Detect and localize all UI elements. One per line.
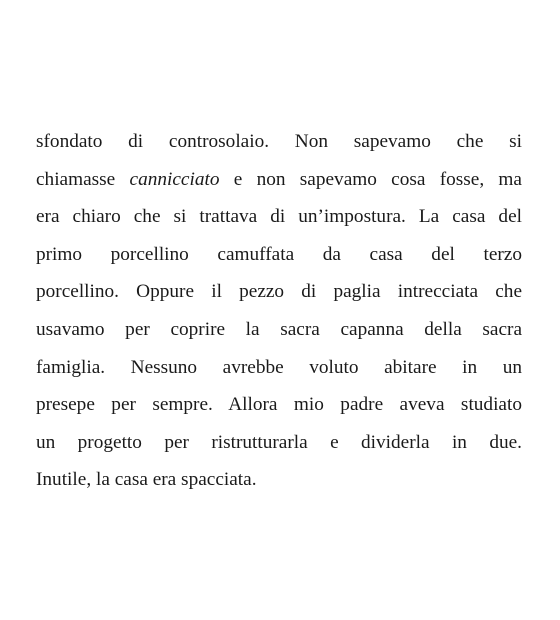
text-line: porcellino. Oppure il pezzo di paglia intrecciata che [36,281,522,303]
text-line: un progetto per ristrutturarla e dividerla in due. [36,431,522,453]
text-run: chiamasse [36,168,130,190]
text-line: presepe per sempre. Allora mio padre aveva studiato [36,394,522,416]
italic-term: cannicciato [129,168,220,190]
text-line [36,161,522,199]
text-line: era chiaro che si trattava di un’impostura. La casa del [36,206,522,228]
text-run: e non sapevamo cosa fosse, ma [219,168,522,190]
text-line: sfondato di controsolaio. Non sapevamo che si [36,131,522,152]
text-line: primo porcellino camuffata da casa del terzo [36,243,522,265]
text-line: Inutile, la casa era spacciata. [36,469,257,491]
body-paragraph [36,123,522,499]
text-line: famiglia. Nessuno avrebbe voluto abitare in un [36,356,522,378]
text-line: usavamo per coprire la sacra capanna della sacra [36,318,522,340]
